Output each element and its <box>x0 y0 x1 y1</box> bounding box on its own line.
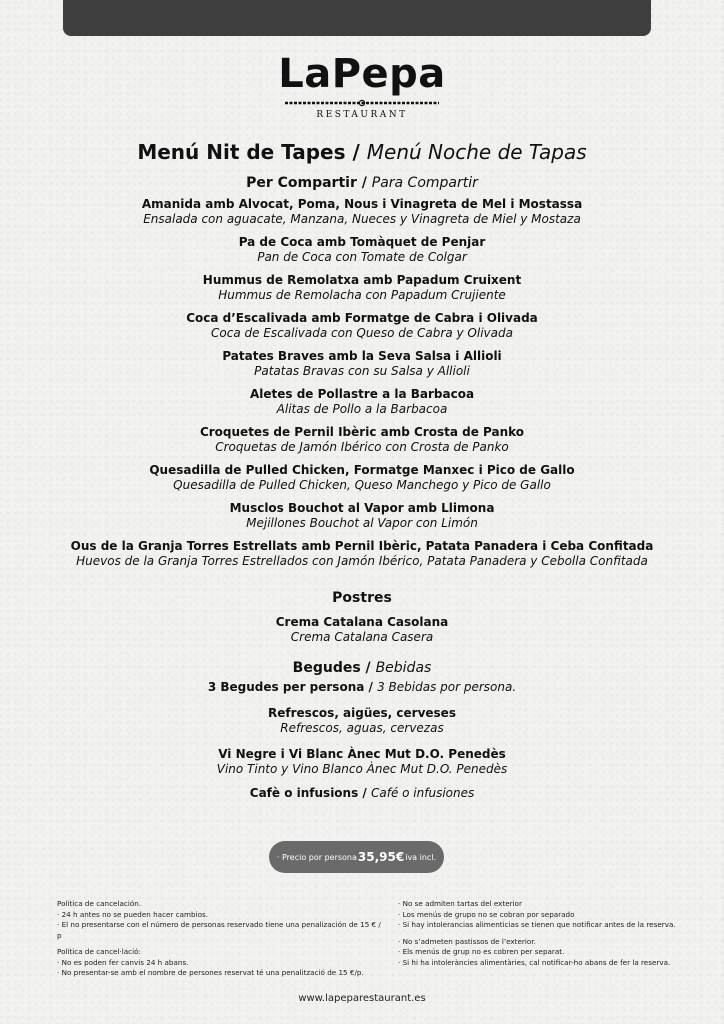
item-name-spanish: Huevos de la Granja Torres Estrellados con Jamón Ibérico, Patata Panadera y Cebolla Confitada <box>76 554 648 568</box>
item-name-catalan: Coca d’Escalivada amb Formatge de Cabra i Olivada <box>186 311 538 325</box>
menu-item <box>0 348 724 379</box>
title-catalan: Menú Nit de Tapes <box>137 140 346 164</box>
policy-line: · No presentar-se amb el nombre de persones reservat té una penalització de 15 €/p. <box>57 968 364 977</box>
menu-item <box>0 386 724 417</box>
title-spanish: Menú Noche de Tapas <box>366 140 587 164</box>
menu-item <box>0 234 724 265</box>
item-name-catalan: Hummus de Remolatxa amb Papadum Cruixent <box>202 273 522 287</box>
note-line: · Si hay intolerancias alimenticias se tienen que notificar antes de la reserva. <box>398 920 676 929</box>
section-drinks-heading <box>0 659 724 677</box>
menu-item <box>0 500 724 531</box>
drinks-intro-catalan: 3 Begudes per persona <box>207 680 365 694</box>
menu-item <box>0 272 724 303</box>
price-prefix: · Precio por persona <box>276 852 357 862</box>
item-name-catalan: Aletes de Pollastre a la Barbacoa <box>249 387 475 401</box>
restaurant-logo <box>0 51 724 120</box>
item-name-catalan: Pa de Coca amb Tomàquet de Penjar <box>238 235 486 249</box>
item-name-spanish: Mejillones Bouchot al Vapor con Limón <box>246 516 478 530</box>
policy-line: · El no presentarse con el número de personas reservado tiene una penalización de 15 € / p <box>57 920 381 940</box>
section-share-separator: / <box>356 175 372 191</box>
price-amount: 35,95€ <box>357 850 405 864</box>
coffee-catalan: Cafè o infusions <box>249 786 359 800</box>
item-name-spanish: Crema Catalana Casera <box>290 630 434 644</box>
menu-content <box>0 140 724 801</box>
price-badge <box>269 841 444 873</box>
cancellation-policy <box>57 899 387 979</box>
menu-item <box>0 310 724 341</box>
item-name-spanish: Vino Tinto y Vino Blanco Ànec Mut D.O. Penedès <box>216 762 508 776</box>
policy-line: · 24 h antes no se pueden hacer cambios. <box>57 909 209 919</box>
item-name-spanish: Refrescos, aguas, cervezas <box>280 721 444 735</box>
item-name-catalan: Refrescos, aigües, cerveses <box>268 706 456 720</box>
note-line: · Els menús de grup no es cobren per separat. <box>398 947 565 956</box>
group-menu-notes <box>398 899 698 968</box>
item-name-spanish: Ensalada con aguacate, Manzana, Nueces y Vinagreta de Miel y Mostaza <box>143 212 581 226</box>
price-suffix: iva incl. <box>405 852 437 862</box>
section-drinks-spanish: Bebidas <box>375 660 432 676</box>
title-separator: / <box>345 140 367 164</box>
item-name-spanish: Pan de Coca con Tomate de Colgar <box>257 250 467 264</box>
item-name-spanish: Patatas Bravas con su Salsa y Allioli <box>254 364 470 378</box>
menu-title <box>0 140 724 164</box>
item-name-catalan: Amanida amb Alvocat, Poma, Nous i Vinagreta de Mel i Mostassa <box>141 197 583 211</box>
item-name-spanish: Coca de Escalivada con Queso de Cabra y Olivada <box>211 326 513 340</box>
note-line: · No se admiten tartas del exterior <box>398 899 522 908</box>
item-name-catalan: Musclos Bouchot al Vapor amb Llimona <box>229 501 495 515</box>
menu-item <box>0 614 724 645</box>
section-share-heading <box>0 174 724 192</box>
logo-subtitle: RESTAURANT <box>316 110 408 120</box>
item-name-spanish: Alitas de Pollo a la Barbacoa <box>276 402 448 416</box>
item-name-catalan: Patates Braves amb la Seva Salsa i Allioli <box>222 349 502 363</box>
section-drinks-catalan: Begudes <box>292 660 361 676</box>
menu-item <box>0 424 724 455</box>
section-drinks-separator: / <box>360 660 376 676</box>
drinks-intro-spanish: 3 Bebidas por persona. <box>377 680 517 694</box>
item-name-spanish: Quesadilla de Pulled Chicken, Queso Manchego y Pico de Gallo <box>173 478 551 492</box>
rope-divider-icon <box>283 99 441 107</box>
menu-item <box>0 746 724 777</box>
note-line: · Los menús de grupo no se cobran por separado <box>398 909 575 919</box>
website-link[interactable]: www.lapeparestaurant.es <box>298 993 426 1004</box>
menu-item <box>0 538 724 569</box>
item-name-catalan: Crema Catalana Casolana <box>275 615 449 629</box>
item-name-spanish: Croquetas de Jamón Ibérico con Crosta de Panko <box>215 440 509 454</box>
drinks-intro-separator: / <box>364 680 378 694</box>
section-share-catalan: Per Compartir <box>246 175 357 191</box>
note-line: · Si hi ha intoleràncies alimentàries, cal notificar-ho abans de fer la reserva. <box>398 957 671 967</box>
menu-item <box>0 462 724 493</box>
menu-item <box>0 196 724 227</box>
policy-title-catalan: Política de cancel·lació: <box>57 947 141 956</box>
logo-name: LaPepa <box>278 51 446 97</box>
top-banner <box>63 0 651 36</box>
policy-title-spanish: Política de cancelación. <box>57 899 142 908</box>
coffee-spanish: Café o infusiones <box>370 786 475 800</box>
section-share-spanish: Para Compartir <box>371 175 478 191</box>
policy-line: · No es poden fer canvis 24 h abans. <box>57 957 189 967</box>
item-name-spanish: Hummus de Remolacha con Papadum Crujiente <box>218 288 506 302</box>
item-name-catalan: Croquetes de Pernil Ibèric amb Crosta de Panko <box>199 425 525 439</box>
note-line: · No s’admeten pastissos de l’exterior. <box>398 936 536 946</box>
coffee-line <box>0 785 724 801</box>
item-name-catalan: Ous de la Granja Torres Estrellats amb Pernil Ibèric, Patata Panadera i Ceba Confitada <box>70 539 654 553</box>
coffee-separator: / <box>358 786 371 800</box>
item-name-catalan: Vi Negre i Vi Blanc Ànec Mut D.O. Penedès <box>218 747 506 761</box>
drinks-intro <box>0 679 724 695</box>
section-desserts-heading: Postres <box>332 590 392 606</box>
item-name-catalan: Quesadilla de Pulled Chicken, Formatge Manxec i Pico de Gallo <box>149 463 575 477</box>
menu-item <box>0 705 724 736</box>
